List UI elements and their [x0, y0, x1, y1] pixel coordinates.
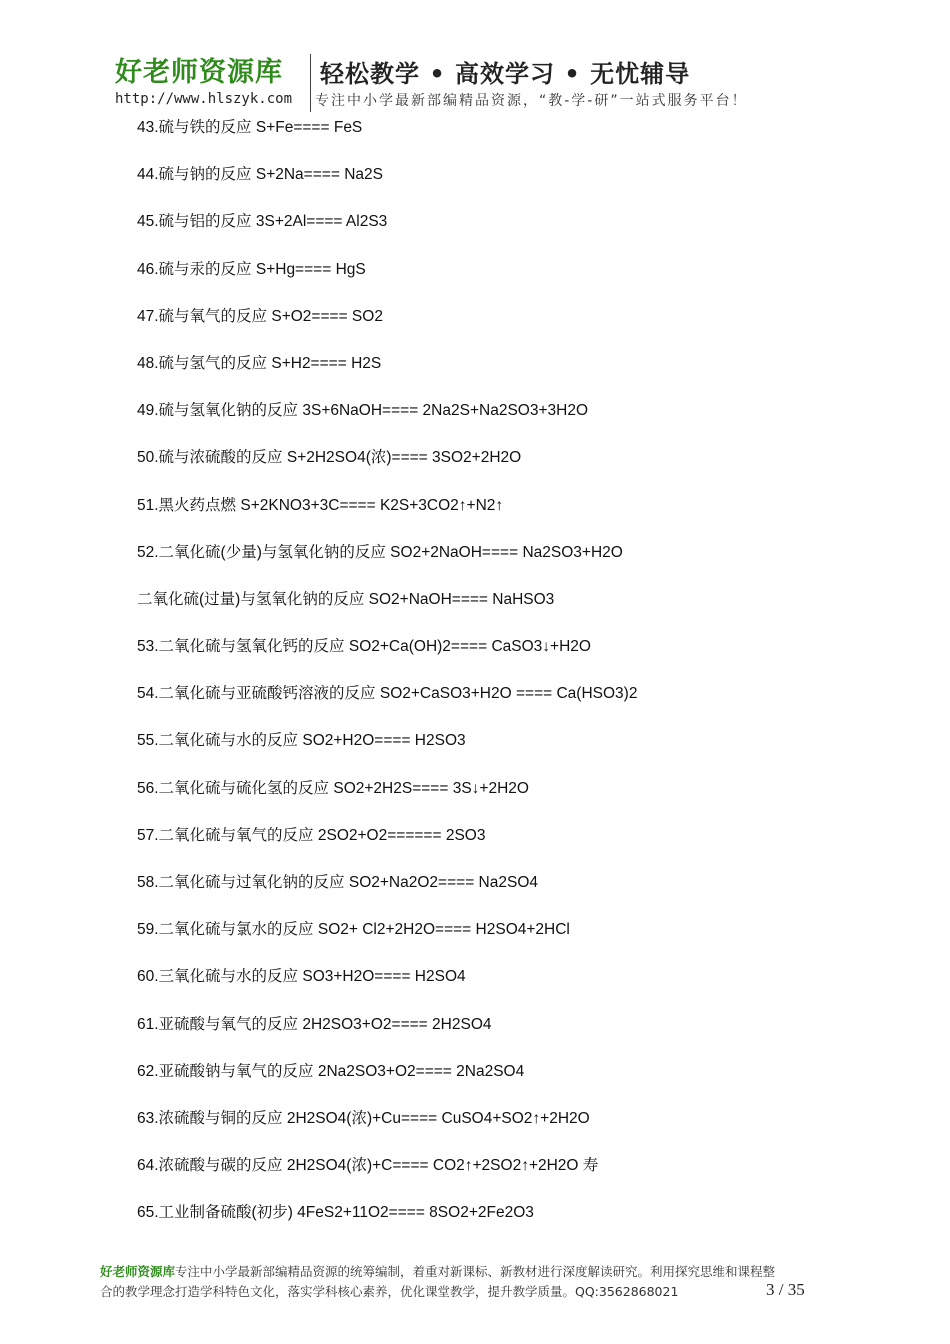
reaction-line: 52.二氧化硫(少量)与氢氧化钠的反应 SO2+2NaOH==== Na2SO3+H2O	[137, 543, 623, 561]
page-header	[0, 0, 950, 115]
reaction-line: 二氧化硫(过量)与氢氧化钠的反应 SO2+NaOH==== NaHSO3	[137, 590, 555, 608]
reaction-line: 61.亚硫酸与氧气的反应 2H2SO3+O2==== 2H2SO4	[137, 1015, 492, 1033]
reaction-line: 51.黑火药点燃 S+2KNO3+3C==== K2S+3CO2↑+N2↑	[137, 496, 504, 514]
reaction-line: 59.二氧化硫与氯水的反应 SO2+ Cl2+2H2O==== H2SO4+2HCl	[137, 921, 570, 939]
reaction-line: 45.硫与铝的反应 3S+2Al==== Al2S3	[137, 213, 388, 231]
reaction-line: 53.二氧化硫与氢氧化钙的反应 SO2+Ca(OH)2==== CaSO3↓+H2O	[137, 638, 591, 656]
reaction-line: 50.硫与浓硫酸的反应 S+2H2SO4(浓)==== 3SO2+2H2O	[137, 449, 522, 467]
page-number: 3 / 35	[766, 1280, 805, 1299]
footer-brand: 好老师资源库	[100, 1264, 176, 1279]
reaction-line: 44.硫与钠的反应 S+2Na==== Na2S	[137, 166, 383, 184]
reaction-line: 55.二氧化硫与水的反应 SO2+H2O==== H2SO3	[137, 732, 466, 750]
reaction-line: 62.亚硫酸钠与氧气的反应 2Na2SO3+O2==== 2Na2SO4	[137, 1062, 525, 1080]
reaction-line: 63.浓硫酸与铜的反应 2H2SO4(浓)+Cu==== CuSO4+SO2↑+2H2O	[137, 1109, 590, 1127]
reaction-line: 60.三氧化硫与水的反应 SO3+H2O==== H2SO4	[137, 968, 466, 986]
footer-line-1	[100, 1262, 880, 1282]
footer-text-1: 专注中小学最新部编精品资源的统筹编制，着重对新课标、新教材进行深度解读研究。利用探究思维和课程整	[175, 1264, 776, 1279]
header-divider	[310, 54, 311, 112]
reaction-line: 58.二氧化硫与过氧化钠的反应 SO2+Na2O2==== Na2SO4	[137, 874, 538, 891]
footer-line-2: 合的教学理念打造学科特色文化，落实学科核心素养，优化课堂教学，提升教学质量。QQ:3562868021	[100, 1284, 679, 1299]
reaction-line: 48.硫与氢气的反应 S+H2==== H2S	[137, 354, 382, 372]
reaction-line: 56.二氧化硫与硫化氢的反应 SO2+2H2S==== 3S↓+2H2O	[137, 779, 529, 797]
brand-logo: 好老师资源库	[115, 57, 283, 88]
reaction-line: 43.硫与铁的反应 S+Fe==== FeS	[137, 119, 363, 136]
reaction-line: 49.硫与氢氧化钠的反应 3S+6NaOH==== 2Na2S+Na2SO3+3H2O	[137, 402, 588, 420]
site-url[interactable]: http://www.hlszyk.com	[115, 91, 293, 107]
reaction-line: 64.浓硫酸与碳的反应 2H2SO4(浓)+C==== CO2↑+2SO2↑+2H2O 寿	[137, 1157, 599, 1175]
reaction-line: 57.二氧化硫与氧气的反应 2SO2+O2====== 2SO3	[137, 826, 486, 844]
reaction-line: 47.硫与氧气的反应 S+O2==== SO2	[137, 307, 383, 325]
page-footer	[100, 1262, 880, 1302]
reaction-line: 54.二氧化硫与亚硫酸钙溶液的反应 SO2+CaSO3+H2O ==== Ca(HSO3)2	[137, 685, 638, 703]
header-slogan: 轻松教学 • 高效学习 • 无忧辅导	[320, 60, 691, 88]
reaction-line: 46.硫与汞的反应 S+Hg==== HgS	[137, 260, 366, 278]
header-tagline: 专注中小学最新部编精品资源，“教-学-研”一站式服务平台！	[315, 93, 748, 109]
reaction-line: 65.工业制备硫酸(初步) 4FeS2+11O2==== 8SO2+2Fe2O3	[137, 1204, 534, 1222]
document-body	[137, 117, 897, 1250]
